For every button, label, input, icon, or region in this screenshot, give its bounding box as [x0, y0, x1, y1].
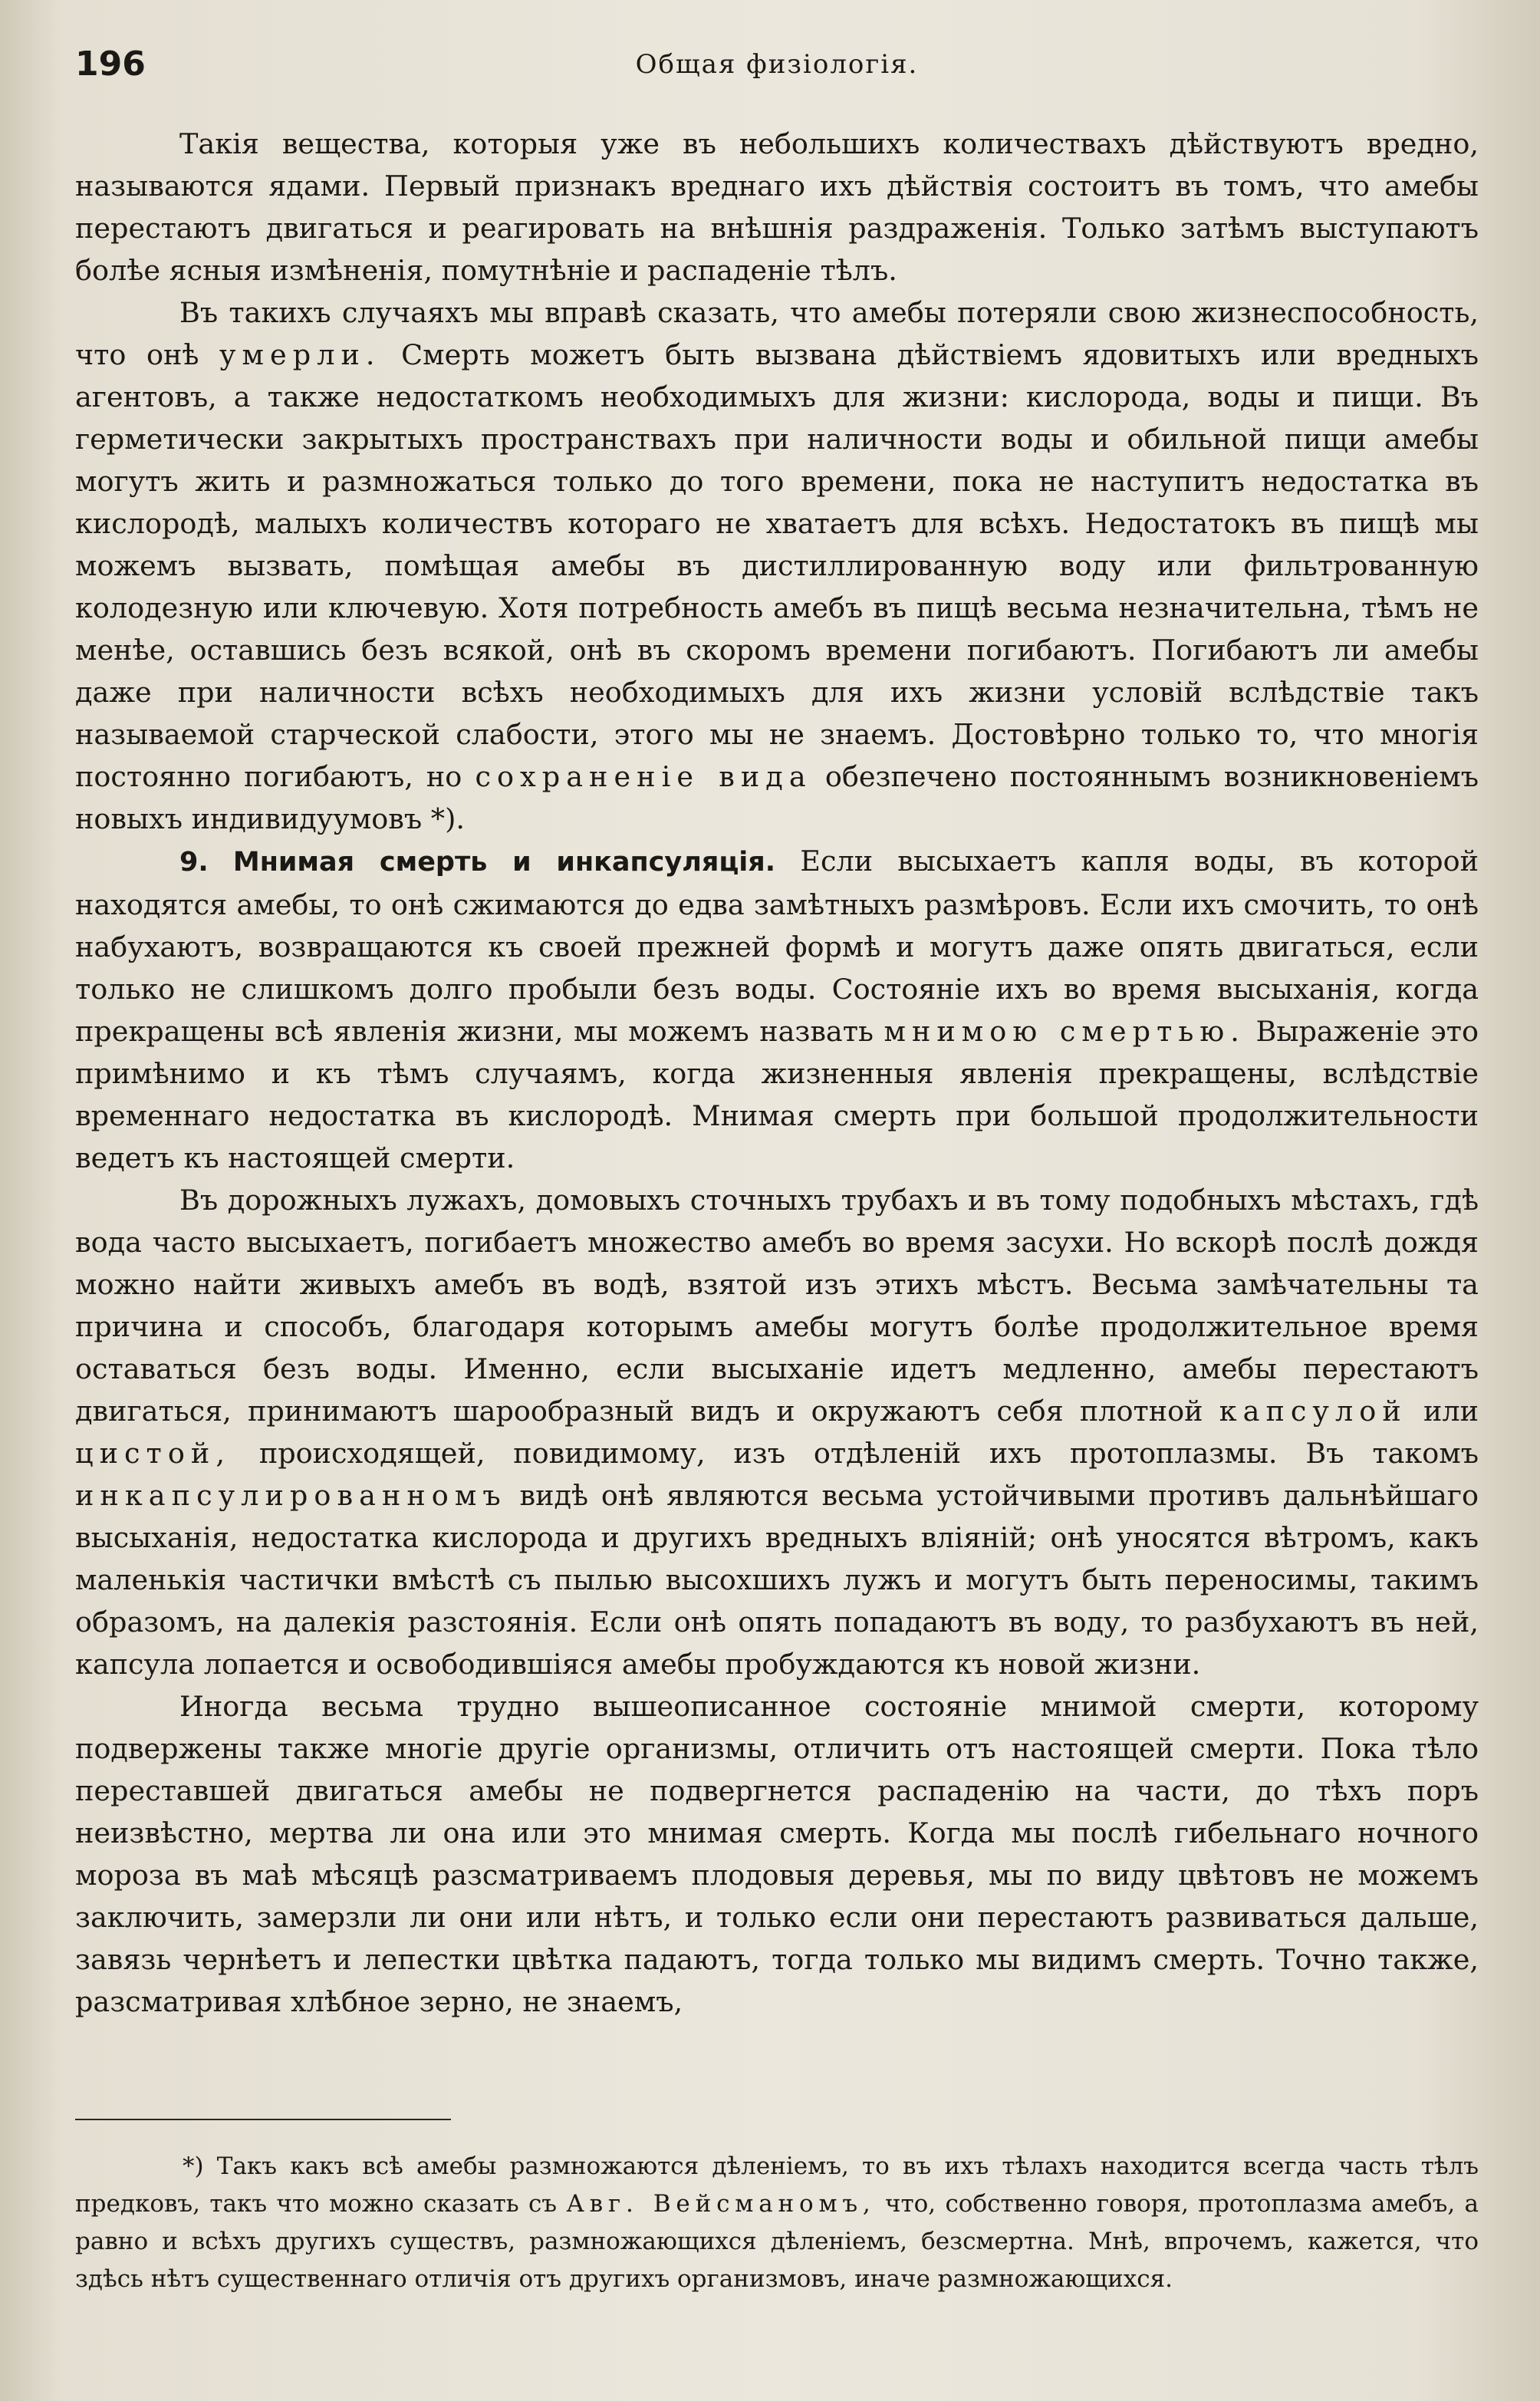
- spaced-emphasis-author: Авг. Вейсманомъ,: [566, 2190, 876, 2218]
- spaced-emphasis: умерли.: [219, 338, 381, 371]
- spaced-emphasis: мнимою смертью.: [884, 1015, 1245, 1048]
- spaced-emphasis: капсулой: [1219, 1395, 1407, 1428]
- spaced-emphasis: сохраненіе вида: [475, 760, 812, 793]
- running-title: Общая физіологія.: [635, 49, 919, 80]
- paragraph-death: [75, 291, 1479, 840]
- paragraph-encapsulation: [75, 1179, 1479, 1685]
- section-number: 9.: [179, 847, 209, 878]
- section-title: Мнимая смерть и инкапсуляція.: [232, 847, 776, 878]
- text-run: Въ такихъ случаяхъ мы вправѣ сказать, что амебы потеряли свою жизнеспособность, что онѣ: [75, 296, 1479, 371]
- footnote: [75, 2148, 1479, 2298]
- text-run: происходящей, повидимому, изъ отдѣленій ихъ протоплазмы. Въ такомъ: [258, 1437, 1479, 1470]
- text-run: видѣ онѣ являются весьма устойчивыми противъ дальнѣйшаго высыханія, недостатка кислорода и другихъ вредныхъ вліяній; онѣ уносятся вѣтромъ, какъ маленькія частички вмѣстѣ съ пылью высохшихъ лужъ и могутъ быть переносимы, такимъ образомъ, на далекія разстоянія. Если онѣ опять попадаютъ въ воду, то разбухаютъ въ ней, капсула лопается и освободившіяся амебы пробуждаются къ новой жизни.: [75, 1479, 1479, 1681]
- spaced-emphasis: инкапсулированномъ: [75, 1479, 507, 1512]
- text-run: Смерть можетъ быть вызвана дѣйствіемъ ядовитыхъ или вредныхъ агентовъ, а также недостаткомъ необходимыхъ для жизни: кислорода, воды и пищи. Въ герметически закрытыхъ пространствахъ при наличности воды и обильной пищи амебы могутъ жить и размножаться только до того времени, пока не наступитъ недостатка въ кислородѣ, малыхъ количествъ котораго не хватаетъ для всѣхъ. Недостатокъ въ пищѣ мы можемъ вызвать, помѣщая амебы въ дистиллированную воду или фильтрованную колодезную или ключевую. Хотя потребность амебъ въ пищѣ весьма незначительна, тѣмъ не менѣе, оставшись безъ всякой, онѣ въ скоромъ времени погибаютъ. Погибаютъ ли амебы даже при наличности всѣхъ необходимыхъ для ихъ жизни условій вслѣдствіе такъ называемой старческой слабости, этого мы не знаемъ. Достовѣрно только то, что многія постоянно погибаютъ, но: [75, 338, 1479, 793]
- footnote-paragraph: [75, 2148, 1479, 2298]
- spaced-emphasis: цистой,: [75, 1437, 232, 1470]
- paragraph-poisons: [75, 123, 1479, 291]
- text-run: *) Такъ какъ всѣ амебы размножаются дѣленіемъ, то въ ихъ тѣлахъ находится всегда часть тѣлъ предковъ, такъ что можно сказать съ: [75, 2152, 1479, 2218]
- running-head: [75, 44, 1479, 91]
- text-run: что, собственно говоря, протоплазма амебъ, а равно и всѣхъ другихъ существъ, размножающихся дѣленіемъ, безсмертна. Мнѣ, впрочемъ, кажется, что здѣсь нѣтъ существеннаго отличія отъ другихъ организмовъ, иначе размножающихся.: [75, 2190, 1479, 2293]
- paragraph-section-9: [75, 840, 1479, 1179]
- paragraph-text: Такія вещества, которыя уже въ небольшихъ количествахъ дѣйствуютъ вредно, называются ядами. Первый признакъ вреднаго ихъ дѣйствія состоитъ въ томъ, что амебы перестаютъ двигаться и реагировать на внѣшнія раздраженія. Только затѣмъ выступаютъ болѣе ясныя измѣненія, помутнѣніе и распаденіе тѣлъ.: [75, 127, 1479, 287]
- text-run: Въ дорожныхъ лужахъ, домовыхъ сточныхъ трубахъ и въ тому подобныхъ мѣстахъ, гдѣ вода часто высыхаетъ, погибаетъ множество амебъ во время засухи. Но вскорѣ послѣ дождя можно найти живыхъ амебъ въ водѣ, взятой изъ этихъ мѣстъ. Весьма замѣчательны та причина и способъ, благодаря которымъ амебы могутъ болѣе продолжительное время оставаться безъ воды. Именно, если высыханіе идетъ медленно, амебы перестаютъ двигаться, принимаютъ шарообразный видъ и окружаютъ себя плотной: [75, 1184, 1479, 1428]
- paragraph-apparent-death: [75, 1685, 1479, 2023]
- text-run: Если высыхаетъ капля воды, въ которой находятся амебы, то онѣ сжимаются до едва замѣтныхъ размѣровъ. Если ихъ смочить, то онѣ набухаютъ, возвращаются къ своей прежней формѣ и могутъ даже опять двигаться, если только не слишкомъ долго пробыли безъ воды. Состояніе ихъ во время высыханія, когда прекращены всѣ явленія жизни, мы можемъ назвать: [75, 845, 1479, 1048]
- footnote-divider: [75, 2119, 451, 2120]
- text-run: обезпечено постояннымъ возникновеніемъ новыхъ индивидуумовъ *).: [75, 760, 1479, 835]
- paragraph-text: Иногда весьма трудно вышеописанное состояніе мнимой смерти, которому подвержены также многіе другіе организмы, отличить отъ настоящей смерти. Пока тѣло переставшей двигаться амебы не подвергнется распаденію на части, до тѣхъ поръ неизвѣстно, мертва ли она или это мнимая смерть. Когда мы послѣ гибельнаго ночного мороза въ маѣ мѣсяцѣ разсматриваемъ плодовыя деревья, мы по виду цвѣтовъ не можемъ заключить, замерзли ли они или нѣтъ, и только если они перестаютъ развиваться дальше, завязь чернѣетъ и лепестки цвѣтка падаютъ, тогда только мы видимъ смерть. Точно также, разсматривая хлѣбное зерно, не знаемъ,: [75, 1690, 1479, 2018]
- text-run: или: [1423, 1395, 1479, 1428]
- body-text: [75, 123, 1479, 2023]
- page-number: 196: [75, 44, 146, 84]
- text-run: Выраженіе это примѣнимо и къ тѣмъ случаямъ, когда жизненныя явленія прекращены, вслѣдствіе временнаго недостатка въ кислородѣ. Мнимая смерть при большой продолжительности ведетъ къ настоящей смерти.: [75, 1015, 1479, 1174]
